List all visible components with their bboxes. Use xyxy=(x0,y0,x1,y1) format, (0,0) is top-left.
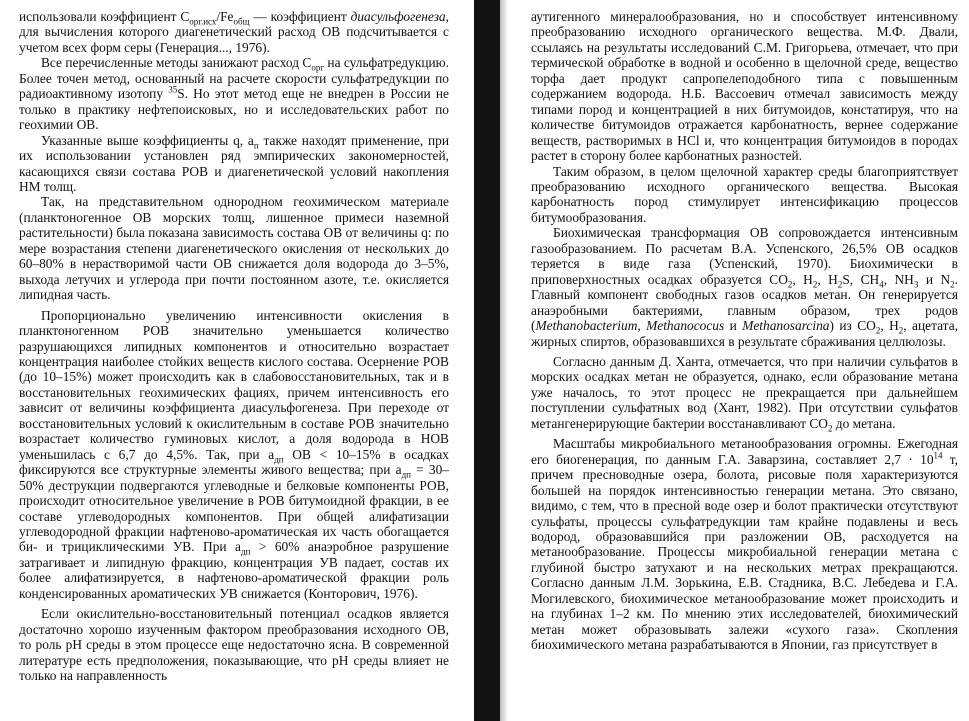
paragraph: Биохимическая трансформация ОВ сопровождается интенсивным газообразованием. По расчетам В.А. Успенского, 26,5% ОВ осадков теряется в виде газа (Успенский, 1970). Биохимически в приповерхностных осадках образуется $СО_2$, $Н_2$, $Н_2S$, $СН_4$, $NH_3$ и $N_2$. Главный компонент свободных газов осадков метан. Он генерируется анаэробными бактериями, главным образом, трех родов (Methanobacterium, Methanococus и Methanosarcina) из $СО_2$, $Н_2$, ацетата, жирных спиртов, образовавшихся в результате сбраживания целлюлозы. xyxy=(531,225,958,349)
paragraph: Так, на представительном однородном геохимическом материале (планктоногенное ОВ морских толщ, лишенное примеси наземной растительности) была показана зависимость состава ОВ от величины q: по мере возрастания степени диагенетического окисления от нескольких до 60–80% в нерастворимой части ОВ снижается доля водорода до 3–5%, выхода летучих и углерода при почти постоянном азоте, т.е. окисляется липидная часть. xyxy=(19,194,449,303)
right-page-text xyxy=(531,9,958,653)
paragraph: Таким образом, в целом щелочной характер среды благоприятствует преобразованию исходного органического вещества. Высокая карбонатность пород стимулирует интенсификацию процессов битумообразования. xyxy=(531,163,958,225)
book-gutter xyxy=(474,0,500,721)
left-page-text xyxy=(19,9,449,683)
paragraph: Масштабы микробиального метанообразования огромны. Ежегодная его биогенерация, по данным Г.А. Заварзина, составляет $2,7 \cdot 10^{14}$ т, причем пресноводные озера, болота, рисовые поля характеризуются большей на порядок интенсивностью генерации метана. Это связано, видимо, с тем, что в пресной воде озер и болот практически отсутствуют сульфаты, процессы сульфатредукции там крайне подавлены и весь водород, образовавшийся при разложении ОВ, расходуется на метанообразование. Процессы микробиальной генерации метана с глубиной быстро затухают и на нескольких метрах прекращаются. Согласно данным Л.М. Зорькина, Е.В. Стадника, В.С. Лебедева и Г.А. Могилевского, биохимическое метанообразование может происходить и на глубинах 1–2 км. По мнению этих исследователей, биохимический метан может образовывать залежи «сухого газа». Скопления биохимического метана разрабатываются в Японии, газ присутствует в xyxy=(531,436,958,653)
paragraph: использовали коэффициент $С_{орг.исх}/Fe_{общ}$ — коэффициент диасульфогенеза, для вычисления которого диагенетический расход ОВ подсчитывается с учетом всех форм серы (Генерация..., 1976). xyxy=(19,9,449,55)
paragraph: Если окислительно-восстановительный потенциал осадков является достаточно хорошо изученным фактором преобразования исходного ОВ, то роль pH среды в этом процессе еще недостаточно ясна. В современной литературе есть предположения, показывающие, что pH среды влияет не только на направленность xyxy=(19,606,449,684)
paragraph: аутигенного минералообразования, но и способствует интенсивному преобразованию исходного органического вещества. М.Ф. Двали, ссылаясь на результаты исследований С.М. Григорьева, отмечает, что при термической обработке в водной и особенно в щелочной среде, вещество торфа дает продукт сапропелеподобного типа с повышенным содержанием водорода. Н.Б. Вассоевич отмечал зависимость между типами пород и концентрацией в них битумоидов, констатируя, что на количестве битумоидов отражается карбонатность, вернее содержание веществ, растворимых в HCl и, что концентрация битумоидов в породах растет в сторону более карбонатных разностей. xyxy=(531,9,958,164)
paragraph: Пропорционально увеличению интенсивности окисления в планктоногенном РОВ значительно уменьшается количество разрушающихся липидных компонентов и относительно возрастает концентрация наиболее стойких веществ кислого состава. Осернение РОВ (до 10–15%) может происходить как в слабовосстановительных, так и в восстановительных геохимических фациях, причем интенсивность его зависит от величины коэффициента диасульфогенеза. При переходе от восстановительных условий к окислительным в составе РОВ значительно возрастает количество гуминовых кислот, а доля водорода в НОВ уменьшилась с 6,7 до 4,5%. Так, при $а_{дп}$ ОВ < 10–15% в осадках фиксируются все структурные элементы живого вещества; при $а_{дп} = 30-50\%$ деструкции подвергаются углеводные и белковые компоненты РОВ, происходит относительное увеличение в РОВ битумоидной фракции, в ее составе углеводородных компонентов. При общей алифатизации углеводородной фракции нафтеново-ароматическая их часть обогащается би- и трициклическими УВ. При $а_{дп} > 60\%$ анаэробное разрушение затрагивает и липидную фракцию, концентрация УВ падает, состав их более алифатизируется, в нафтеново-ароматической фракции роль конденсированных ароматических УВ снижается (Конторович, 1976). xyxy=(19,307,449,601)
paragraph: Все перечисленные методы занижают расход $С_{орг}$ на сульфатредукцию. Более точен метод, основанный на расчете скорости сульфатредукции по радиоактивному изотопу $^{35}$S. Но этот метод еще не внедрен в России не только в практику нефтепоисковых, но и исследовательских работ по геохимии ОВ. xyxy=(19,55,450,133)
gutter-shadow xyxy=(500,0,508,721)
paragraph: Согласно данным Д. Ханта, отмечается, что при наличии сульфатов в морских осадках метан не образуется, однако, если образование метана уже началось, то этот процесс не прекращается при дальнейшем поступлении сульфатных вод (Хант, 1982). При отсутствии сульфатов метангенерирующие бактерии восстанавливают $СО_2$ до метана. xyxy=(531,353,958,434)
paragraph: Указанные выше коэффициенты q, $а_п$ также находят применение, при их использовании установлен ряд эмпирических закономерностей, касающихся связи состава РОВ и диагенетической условий накопления НМ толщ. xyxy=(19,132,449,194)
